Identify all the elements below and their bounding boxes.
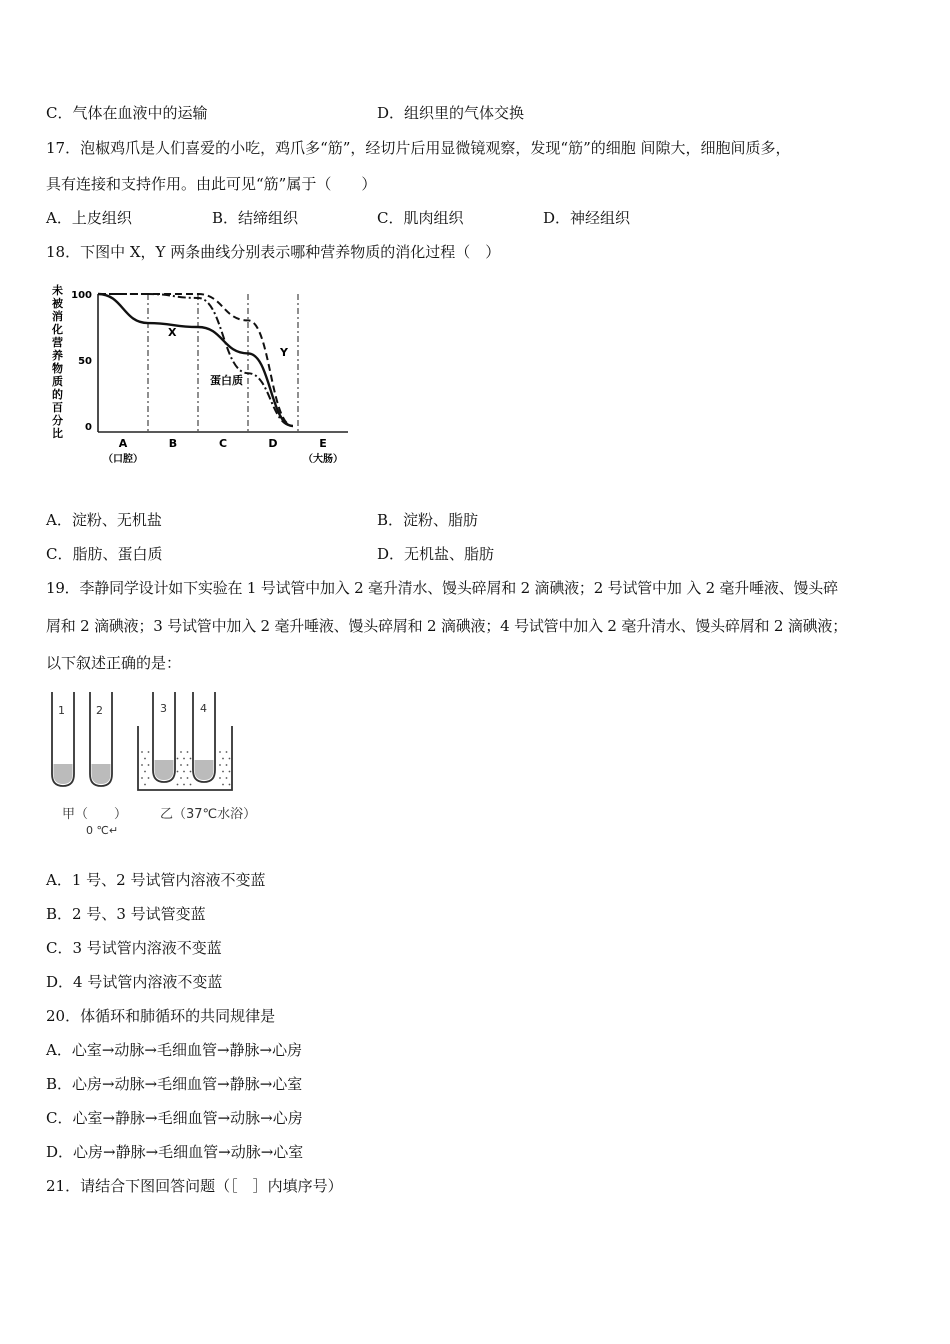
q17-option-b: B．结缔组织 [212,209,299,227]
series-label-x: X [168,326,177,339]
test-tube-1 [52,692,74,786]
y-axis-label-char: 的 [52,388,63,401]
y-axis-label-char: 质 [52,375,63,388]
y-axis-label-char: 养 [52,349,63,362]
svg-text:4: 4 [200,702,207,715]
q19-stem-line3: 以下叙述正确的是： [46,654,182,672]
figure-temp-label: 0 ℃↵ [86,824,119,837]
category-label: B [168,437,178,450]
y-axis-label-char: 营 [52,336,63,349]
q17-option-c: C．肌肉组织 [377,209,464,227]
digestion-chart [40,280,360,475]
q19-option-a: A．1 号、2 号试管内溶液不变蓝 [46,871,266,889]
q20-option-d: D．心房→静脉→毛细血管→动脉→心室 [46,1143,304,1161]
q19-option-c: C．3 号试管内溶液不变蓝 [46,939,222,957]
y-axis-label-char: 化 [52,323,63,336]
y-axis-label-char: 未 [52,284,63,297]
y-axis-label-char: 消 [52,310,63,323]
category-label: C [218,437,228,450]
series-label-protein: 蛋白质 [210,374,243,387]
y-axis-label-char: 百 [52,401,63,414]
q18-option-c: C．脂肪、蛋白质 [46,545,163,563]
category-label: A [118,437,128,450]
svg-text:1: 1 [58,704,65,717]
chart-y-axis-label [51,283,64,440]
y-axis-label-char: 被 [52,297,63,310]
q20-stem: 20．体循环和肺循环的共同规律是 [46,1007,276,1025]
q18-stem: 18．下图中 X，Y 两条曲线分别表示哪种营养物质的消化过程（ ） [46,243,501,261]
q17-option-d: D．神经组织 [543,209,631,227]
test-tube-4 [193,692,215,782]
figure-jia-label: 甲（ ） [62,807,128,822]
y-tick-label: 100 [71,290,92,301]
q18-option-d: D．无机盐、脂肪 [377,545,495,563]
figure-yi-label: 乙（37℃水浴） [160,807,257,822]
q17-stem-line1: 17．泡椒鸡爪是人们喜爱的小吃，鸡爪多“筋”，经切片后用显微镜观察，发现“筋”的细胞 间隙大，细胞间质多， [46,139,791,157]
y-axis-label-char: 分 [52,414,63,427]
q21-stem: 21．请结合下图回答问题（［ ］内填序号） [46,1177,343,1195]
series-label-y: Y [280,346,288,359]
y-axis-label-char: 物 [52,362,63,375]
svg-text:3: 3 [160,702,167,715]
q16-option-c: C．气体在血液中的运输 [46,104,208,122]
q17-option-a: A．上皮组织 [46,209,132,227]
category-label: D [268,437,278,450]
q18-option-a: A．淀粉、无机盐 [46,511,162,529]
q20-option-c: C．心室→静脉→毛细血管→动脉→心房 [46,1109,303,1127]
q19-option-d: D．4 号试管内溶液不变蓝 [46,973,223,991]
q19-stem-line2: 屑和 2 滴碘液；3 号试管中加入 2 毫升唾液、馒头碎屑和 2 滴碘液；4 号试管中加入 2 毫升清水、馒头碎屑和 2 滴碘液； [46,617,848,635]
q20-option-b: B．心房→动脉→毛细血管→静脉→心室 [46,1075,303,1093]
q18-option-b: B．淀粉、脂肪 [377,511,479,529]
q19-stem-line1: 19．李静同学设计如下实验在 1 号试管中加入 2 毫升清水、馒头碎屑和 2 滴碘液；2 号试管中加 入 2 毫升唾液、馒头碎 [46,579,838,597]
test-tube-figure [40,686,280,838]
svg-text:2: 2 [96,704,103,717]
q17-stem-line2: 具有连接和支持作用。由此可见“筋”属于（ ） [46,175,377,193]
series-line-protein [98,294,293,426]
y-axis-label-char: 比 [52,427,63,440]
test-tube-2 [90,692,112,786]
q16-option-d: D．组织里的气体交换 [377,104,525,122]
category-note: （口腔） [103,454,143,465]
y-tick-label: 0 [85,422,92,433]
test-tube-3 [153,692,175,782]
category-label: E [319,437,327,450]
q20-option-a: A．心室→动脉→毛细血管→静脉→心房 [46,1041,303,1059]
y-tick-label: 50 [78,356,92,367]
category-note: （大肠） [303,454,343,465]
q19-option-b: B．2 号、3 号试管变蓝 [46,905,206,923]
